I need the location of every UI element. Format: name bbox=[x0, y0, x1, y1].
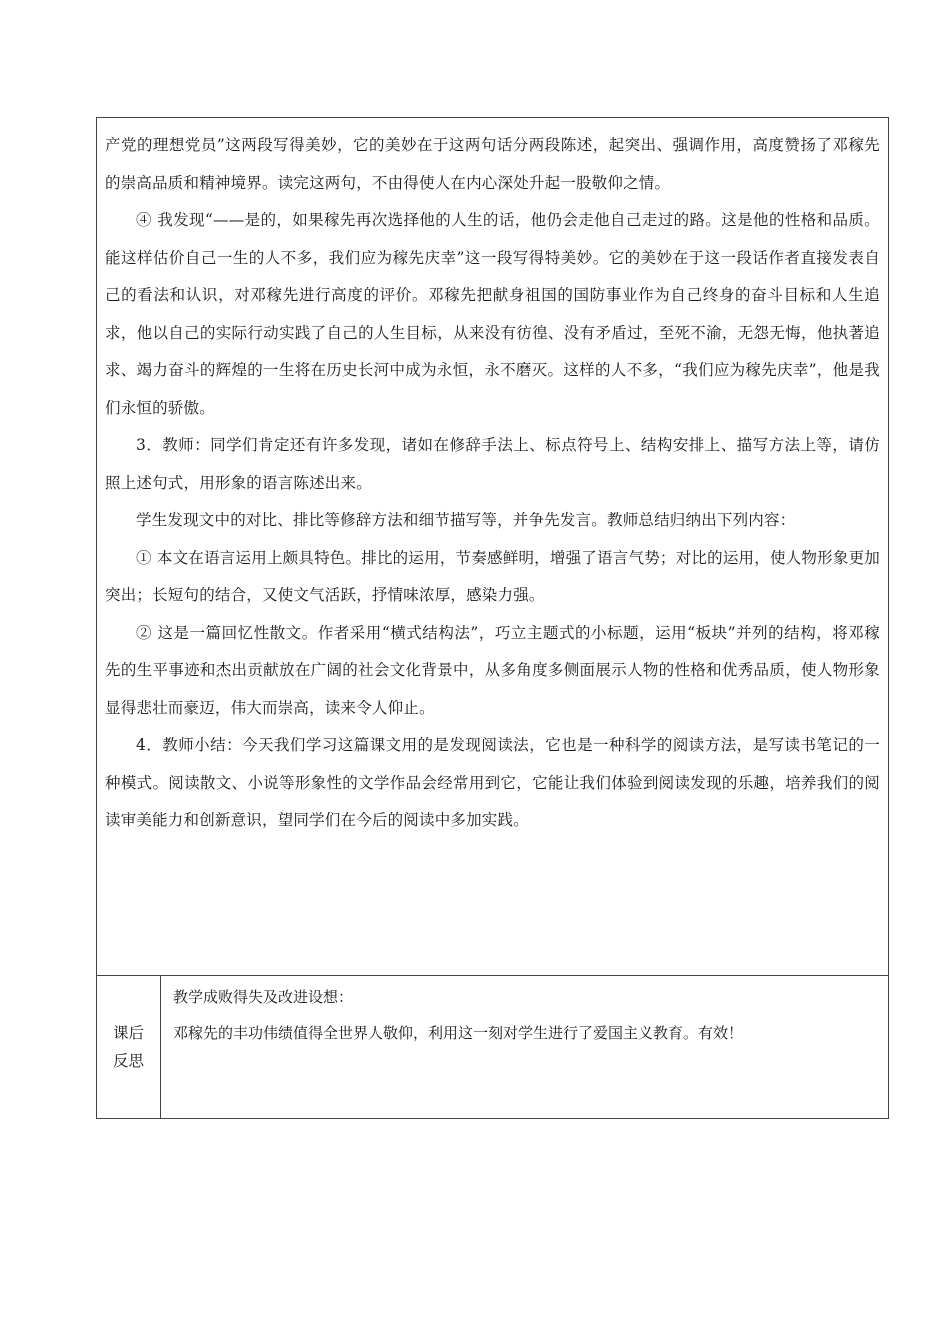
reflection-row bbox=[97, 976, 888, 1118]
paragraph-discovery-4: ④ 我发现“——是的，如果稼先再次选择他的人生的话，他仍会走他自己走过的路。这是他的性格和品质。能这样估价自己一生的人不多，我们应为稼先庆幸”这一段写得特美妙。它的美妙在于这一段话作者直接发表自己的看法和认识，对邓稼先进行高度的评价。邓稼先把献身祖国的国防事业作为自己终身的奋斗目标和人生追求，他以自己的实际行动实践了自己的人生目标，从来没有彷徨、没有矛盾过，至死不渝，无怨无悔，他执著追求、竭力奋斗的辉煌的一生将在历史长河中成为永恒，永不磨灭。这样的人不多，“我们应为稼先庆幸”，他是我们永恒的骄傲。 bbox=[105, 211, 880, 417]
reflection-heading: 教学成败得失及改进设想： bbox=[173, 988, 354, 1006]
paragraph-teacher-conclusion: 4．教师小结：今天我们学习这篇课文用的是发现阅读法，它也是一种科学的阅读方法，是写读书笔记的一种模式。阅读散文、小说等形象性的文学作品会经常用到它，它能让我们体验到阅读发现的乐趣，培养我们的阅读审美能力和创新意识，望同学们在今后的阅读中多加实践。 bbox=[105, 736, 880, 829]
reflection-label-line1: 课后 bbox=[112, 1024, 144, 1042]
paragraph-continuation: 产党的理想党员”这两段写得美妙，它的美妙在于这两句话分两段陈述，起突出、强调作用，高度赞扬了邓稼先的崇高品质和精神境界。读完这两句，不由得使人在内心深处升起一股敬仰之情。 bbox=[105, 136, 880, 192]
lesson-content-cell bbox=[97, 118, 888, 976]
paragraph-student-discovery: 学生发现文中的对比、排比等修辞方法和细节描写等，并争先发言。教师总结归纳出下列内容： bbox=[136, 511, 796, 529]
reflection-label bbox=[97, 976, 161, 1118]
reflection-content-cell bbox=[161, 976, 888, 1118]
paragraph-summary-2: ② 这是一篇回忆性散文。作者采用“横式结构法”，巧立主题式的小标题，运用“板块”并列的结构，将邓稼先的生平事迹和杰出贡献放在广阔的社会文化背景中，从多角度多侧面展示人物的性格和优秀品质，使人物形象显得悲壮而豪迈，伟大而崇高，读来令人仰止。 bbox=[105, 623, 880, 717]
lesson-table bbox=[96, 117, 889, 1119]
reflection-label-line2: 反思 bbox=[112, 1052, 144, 1070]
paragraph-summary-1: ① 本文在语言运用上颇具特色。排比的运用，节奏感鲜明，增强了语言气势；对比的运用，使人物形象更加突出；长短句的结合，又使文气活跃，抒情味浓厚，感染力强。 bbox=[105, 548, 880, 604]
reflection-text: 邓稼先的丰功伟绩值得全世界人敬仰，利用这一刻对学生进行了爱国主义教育。有效！ bbox=[173, 1024, 744, 1042]
paragraph-teacher-step-3: 3．教师：同学们肯定还有许多发现，诸如在修辞手法上、标点符号上、结构安排上、描写方法上等，请仿照上述句式，用形象的语言陈述出来。 bbox=[105, 436, 880, 492]
